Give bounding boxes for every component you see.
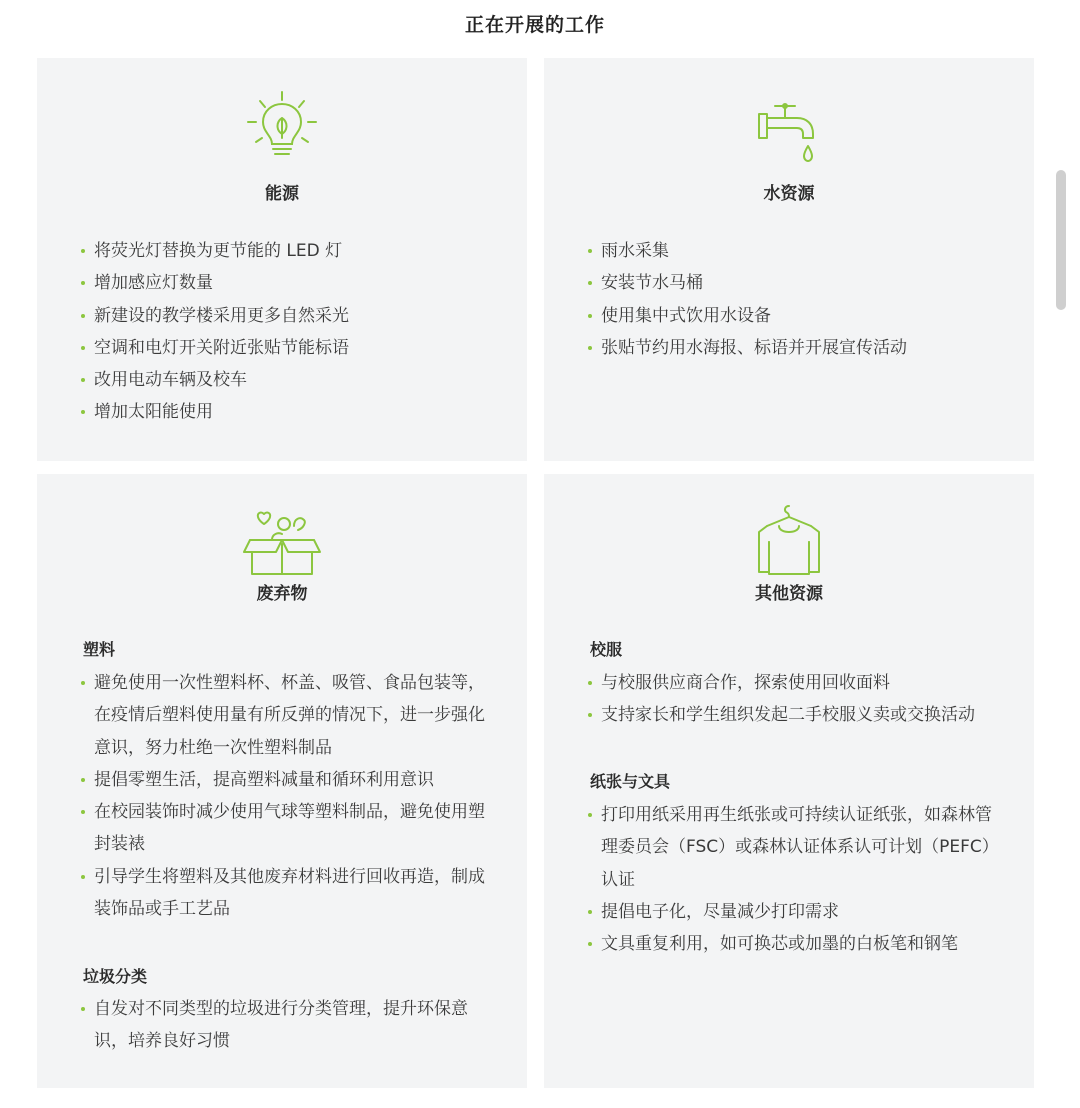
list-item: 安装节水马桶 xyxy=(586,267,1004,299)
list-item: 自发对不同类型的垃圾进行分类管理，提升环保意识，培养良好习惯 xyxy=(79,993,491,1058)
card-water xyxy=(544,58,1034,461)
list-item: 避免使用一次性塑料杯、杯盖、吸管、食品包装等，在疫情后塑料使用量有所反弹的情况下，进一步强化意识，努力杜绝一次性塑料制品 xyxy=(79,667,491,764)
card-title-waste: 废弃物 xyxy=(256,584,308,604)
list-item: 新建设的教学楼采用更多自然采光 xyxy=(79,300,497,332)
energy-list xyxy=(79,235,497,429)
list-item: 改用电动车辆及校车 xyxy=(79,364,497,396)
list-item: 在校园装饰时减少使用气球等塑料制品，避免使用塑封装裱 xyxy=(79,796,491,861)
list-item: 支持家长和学生组织发起二手校服义卖或交换活动 xyxy=(586,699,1004,731)
subtitle-uniform: 校服 xyxy=(590,640,623,659)
list-item: 雨水采集 xyxy=(586,235,1004,267)
page-title: 正在开展的工作 xyxy=(464,14,605,36)
sorting-list xyxy=(79,993,491,1058)
subtitle-paper: 纸张与文具 xyxy=(590,772,671,791)
plastic-list xyxy=(79,667,491,925)
subtitle-plastic: 塑料 xyxy=(83,640,116,659)
lightbulb-icon xyxy=(37,90,527,170)
card-other xyxy=(544,474,1034,1088)
uniform-list xyxy=(586,667,1004,732)
box-icon xyxy=(37,504,527,584)
list-item: 增加太阳能使用 xyxy=(79,396,497,428)
list-item: 使用集中式饮用水设备 xyxy=(586,300,1004,332)
list-item: 与校服供应商合作，探索使用回收面料 xyxy=(586,667,1004,699)
list-item: 张贴节约用水海报、标语并开展宣传活动 xyxy=(586,332,1004,364)
list-item: 将荧光灯替换为更节能的 LED 灯 xyxy=(79,235,497,267)
list-item: 提倡零塑生活，提高塑料减量和循环利用意识 xyxy=(79,764,491,796)
list-item: 提倡电子化，尽量减少打印需求 xyxy=(586,896,1004,928)
list-item: 空调和电灯开关附近张贴节能标语 xyxy=(79,332,497,364)
scrollbar[interactable] xyxy=(1056,170,1066,310)
card-title-other: 其他资源 xyxy=(755,584,823,604)
faucet-icon xyxy=(544,96,1034,176)
subtitle-sorting: 垃圾分类 xyxy=(83,967,148,986)
card-title-water: 水资源 xyxy=(763,184,815,204)
card-waste xyxy=(37,474,527,1088)
list-item: 引导学生将塑料及其他废弃材料进行回收再造，制成装饰品或手工艺品 xyxy=(79,861,491,926)
list-item: 文具重复利用，如可换芯或加墨的白板笔和钢笔 xyxy=(586,928,1004,960)
shirt-icon xyxy=(544,502,1034,582)
paper-list xyxy=(586,799,1004,960)
card-title-energy: 能源 xyxy=(265,184,299,204)
card-energy xyxy=(37,58,527,461)
list-item: 增加感应灯数量 xyxy=(79,267,497,299)
water-list xyxy=(586,235,1004,364)
list-item: 打印用纸采用再生纸张或可持续认证纸张，如森林管理委员会（FSC）或森林认证体系认可计划（PEFC）认证 xyxy=(586,799,1004,896)
